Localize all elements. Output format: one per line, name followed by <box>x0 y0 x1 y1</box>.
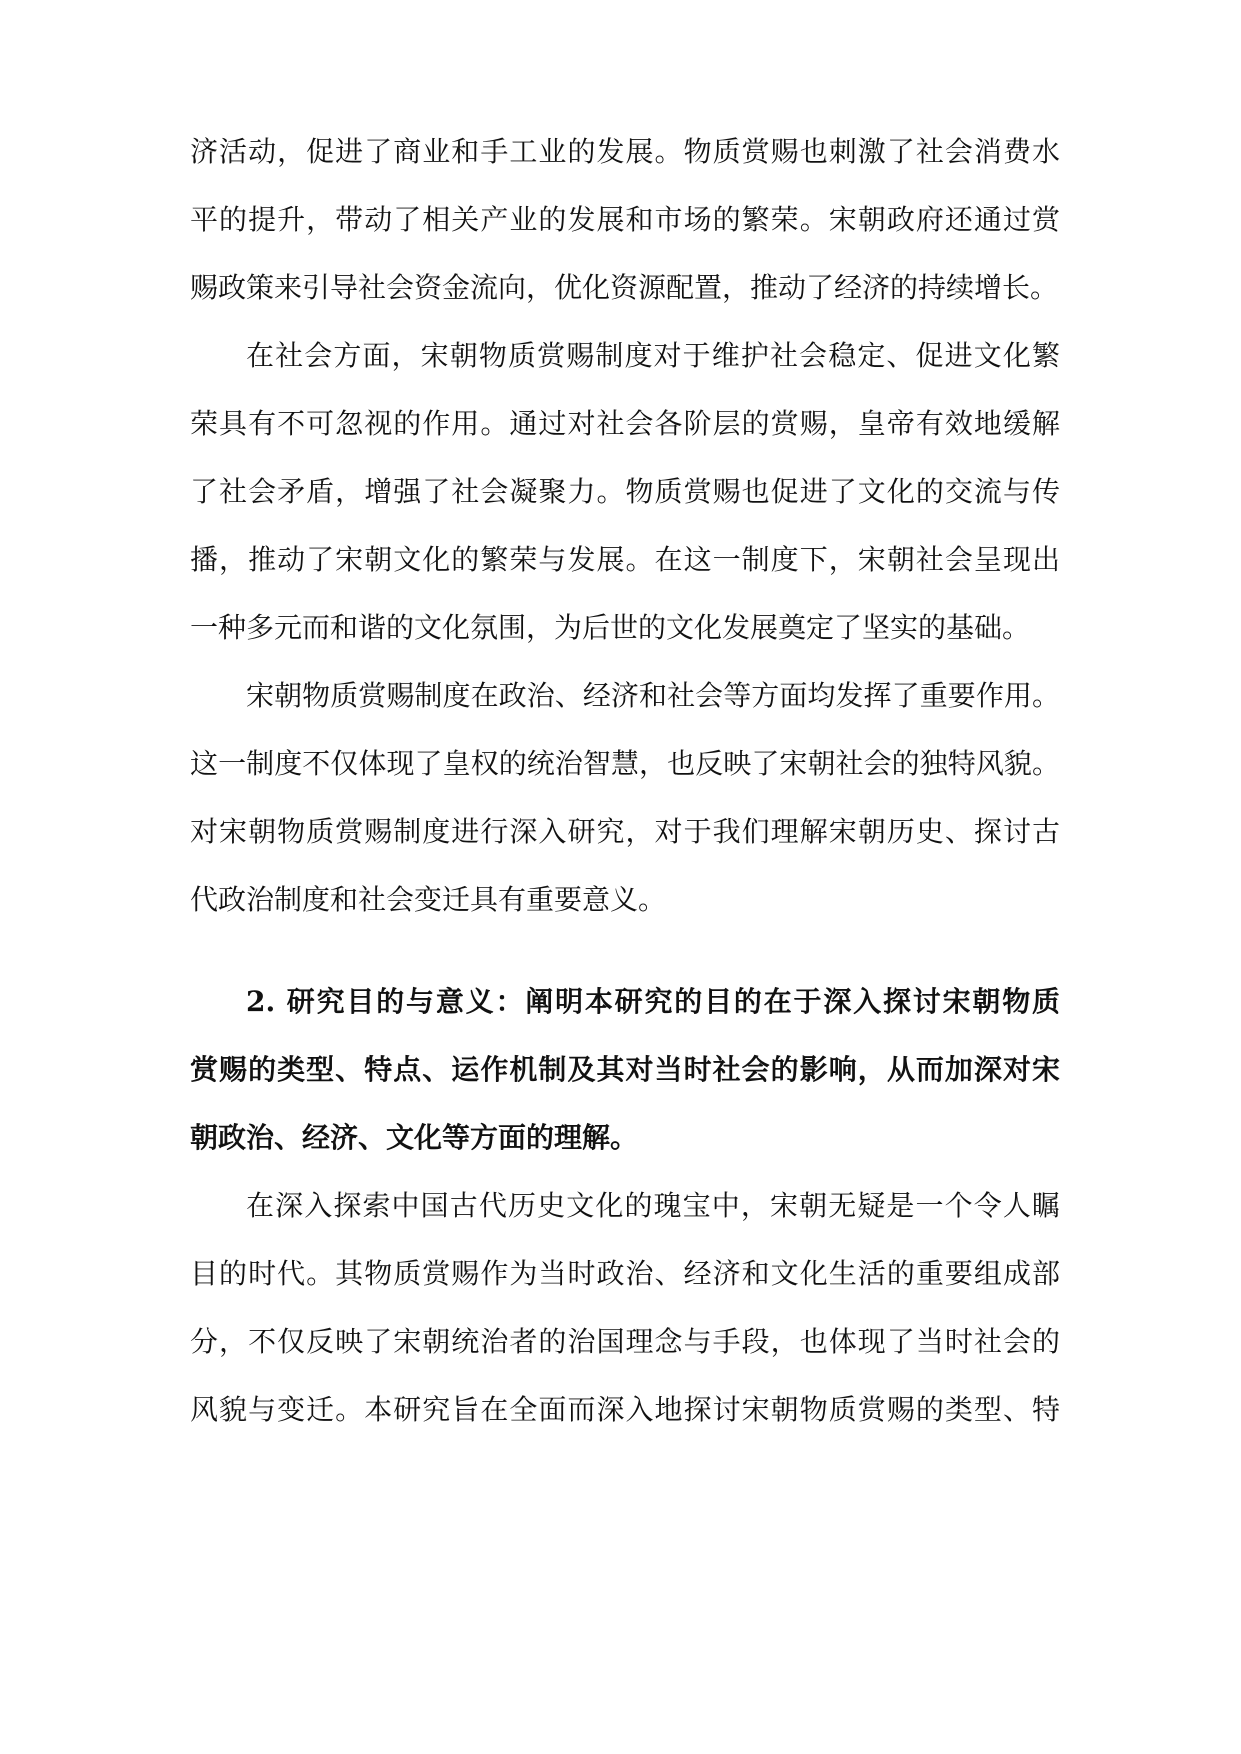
paragraph-line: 在社会方面，宋朝物质赏赐制度对于维护社会稳定、促进文化繁 <box>246 339 1060 372</box>
section-heading-line: 赏赐的类型、特点、运作机制及其对当时社会的影响，从而加深对宋 <box>190 1053 1060 1086</box>
paragraph-line: 分，不仅反映了宋朝统治者的治国理念与手段，也体现了当时社会的 <box>190 1325 1060 1358</box>
section-heading-line: 朝政治、经济、文化等方面的理解。 <box>190 1121 639 1154</box>
paragraph-line: 赐政策来引导社会资金流向，优化资源配置，推动了经济的持续增长。 <box>190 271 1059 304</box>
paragraph-line: 了社会矛盾，增强了社会凝聚力。物质赏赐也促进了文化的交流与传 <box>190 475 1060 508</box>
section-heading-line: 2. 研究目的与意义：阐明本研究的目的在于深入探讨宋朝物质 <box>246 985 1060 1018</box>
paragraph-line: 一种多元而和谐的文化氛围，为后世的文化发展奠定了坚实的基础。 <box>190 611 1031 644</box>
paragraph-line: 播，推动了宋朝文化的繁荣与发展。在这一制度下，宋朝社会呈现出 <box>190 543 1060 576</box>
paragraph-line: 风貌与变迁。本研究旨在全面而深入地探讨宋朝物质赏赐的类型、特 <box>190 1393 1060 1426</box>
paragraph-line: 济活动，促进了商业和手工业的发展。物质赏赐也刺激了社会消费水 <box>190 135 1060 168</box>
paragraph-line: 平的提升，带动了相关产业的发展和市场的繁荣。宋朝政府还通过赏 <box>190 203 1060 236</box>
paragraph-line: 目的时代。其物质赏赐作为当时政治、经济和文化生活的重要组成部 <box>190 1257 1060 1290</box>
paragraph-line: 对宋朝物质赏赐制度进行深入研究，对于我们理解宋朝历史、探讨古 <box>190 815 1060 848</box>
paragraph-line: 这一制度不仅体现了皇权的统治智慧，也反映了宋朝社会的独特风貌。 <box>190 747 1060 780</box>
paragraph-line: 宋朝物质赏赐制度在政治、经济和社会等方面均发挥了重要作用。 <box>246 679 1060 712</box>
paragraph-line: 在深入探索中国古代历史文化的瑰宝中，宋朝无疑是一个令人瞩 <box>246 1189 1060 1222</box>
paragraph-line: 荣具有不可忽视的作用。通过对社会各阶层的赏赐，皇帝有效地缓解 <box>190 407 1060 440</box>
paragraph-line: 代政治制度和社会变迁具有重要意义。 <box>190 883 667 916</box>
